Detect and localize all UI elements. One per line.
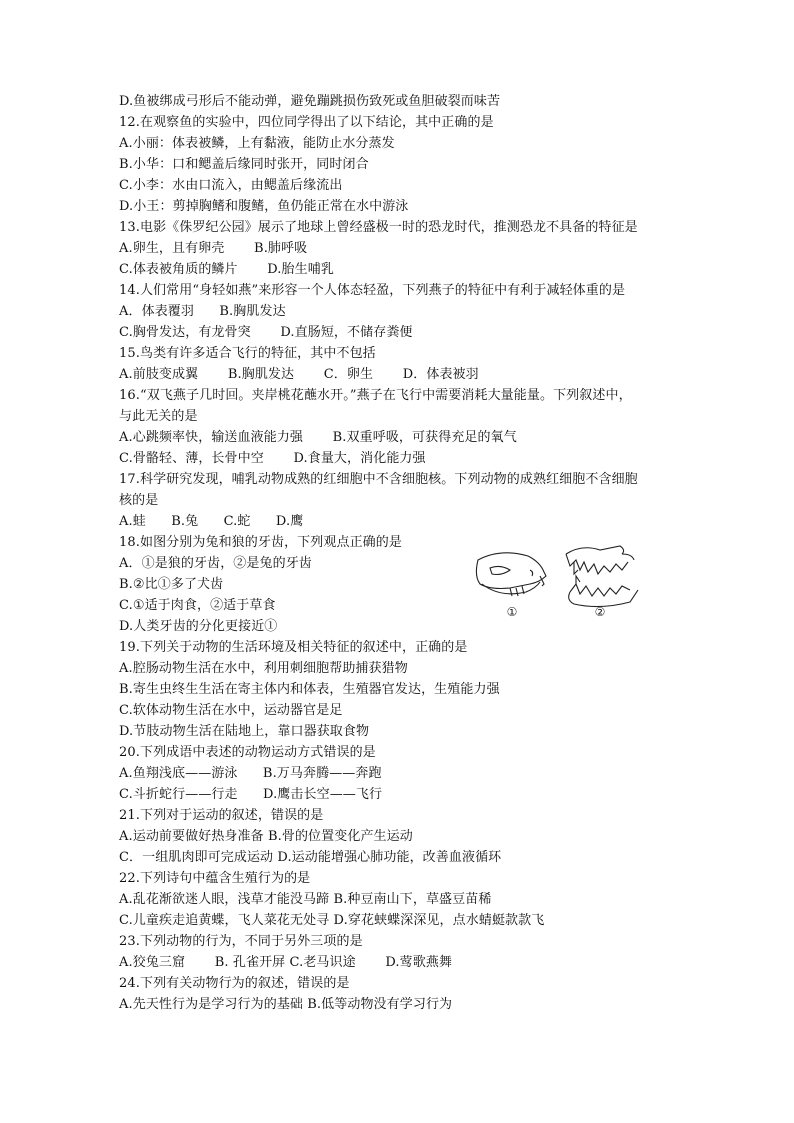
text-line: D.鱼被绑成弓形后不能动弹，避免蹦跳损伤致死或鱼胆破裂而味苦 <box>119 94 501 109</box>
option-line: A.先天性行为是学习行为的基础 B.低等动物没有学习行为 <box>119 997 453 1012</box>
question-18: 18.如图分别为兔和狼的牙齿，下列观点正确的是 <box>119 535 402 550</box>
skull-drawings <box>470 540 650 620</box>
option-line: D.小王：剪掉胸鳍和腹鳍，鱼仍能正常在水中游泳 <box>119 199 409 214</box>
question-17-cont: 核的是 <box>119 493 159 508</box>
question-16-cont: 与此无关的是 <box>119 409 198 424</box>
option-line: A．①是狼的牙齿，②是兔的牙齿 <box>119 556 312 571</box>
option-line: A.卵生，且有卵壳 B.肺呼吸 <box>119 241 308 256</box>
option-line: C.体表被角质的鳞片 D.胎生哺乳 <box>119 262 334 277</box>
option-line: B.寄生虫终生生活在寄主体内和体表，生殖器官发达，生殖能力强 <box>119 682 500 697</box>
option-line: D.人类牙齿的分化更接近① <box>119 619 278 634</box>
option-line: C.①适于肉食，②适于草食 <box>119 598 276 613</box>
question-19: 19.下列关于动物的生活环境及相关特征的叙述中，正确的是 <box>119 640 468 655</box>
label-2: ② <box>594 605 606 619</box>
option-line: A.鱼翔浅底——游泳 B.万马奔腾——奔跑 <box>119 766 382 781</box>
option-line: C．一组肌肉即可完成运动 D.运动能增强心肺功能，改善血液循环 <box>119 850 502 865</box>
option-line: C.斗折蛇行——行走 D.鹰击长空——飞行 <box>119 787 383 802</box>
option-line: C.儿童疾走追黄蝶，飞人菜花无处寻 D.穿花蛱蝶深深见，点水蜻蜓款款飞 <box>119 913 545 928</box>
question-23: 23.下列动物的行为，不同于另外三项的是 <box>119 934 363 949</box>
question-16: 16.“双飞燕子几时回。夹岸桃花蘸水开。”燕子在飞行中需要消耗大量能量。下列叙述中， <box>119 388 632 403</box>
option-line: A.乱花渐欲迷人眼，浅草才能没马蹄 B.种豆南山下，草盛豆苗稀 <box>119 892 492 907</box>
question-22: 22.下列诗句中蕴含生殖行为的是 <box>119 871 311 886</box>
question-21: 21.下列对于运动的叙述，错误的是 <box>119 808 324 823</box>
question-14: 14.人们常用“身轻如燕”来形容一个人体态轻盈，下列燕子的特征中有利于减轻体重的是 <box>119 283 626 298</box>
option-line: A.前肢变成翼 B.胸肌发达 C．卵生 D．体表被羽 <box>119 367 479 382</box>
option-line: A.腔肠动物生活在水中，利用刺细胞帮助捕获猎物 <box>119 661 408 676</box>
option-line: C.小李：水由口流入，由鳃盖后缘流出 <box>119 178 343 193</box>
question-12: 12.在观察鱼的实验中，四位同学得出了以下结论，其中正确的是 <box>119 115 494 130</box>
option-line: A.狡兔三窟 B. 孔雀开屏 C.老马识途 D.莺歌燕舞 <box>119 955 453 970</box>
question-24: 24.下列有关动物行为的叙述，错误的是 <box>119 976 350 991</box>
question-13: 13.电影《侏罗纪公园》展示了地球上曾经盛极一时的恐龙时代，推测恐龙不具备的特征是 <box>119 220 638 235</box>
option-line: C.骨骼轻、薄，长骨中空 D.食量大，消化能力强 <box>119 451 426 466</box>
skull-1 <box>476 553 546 596</box>
option-line: A.运动前要做好热身准备 B.骨的位置变化产生运动 <box>119 829 413 844</box>
option-line: C.软体动物生活在水中，运动器官是足 <box>119 703 343 718</box>
option-line: A.蛙 B.兔 C.蛇 D.鹰 <box>119 514 304 529</box>
option-line: D.节肢动物生活在陆地上，靠口器获取食物 <box>119 724 370 739</box>
skull-2 <box>566 546 638 607</box>
teeth-figure <box>470 540 650 620</box>
option-line: B.②比①多了犬齿 <box>119 577 224 592</box>
option-line: A.心跳频率快，输送血液能力强 B.双重呼吸，可获得充足的氧气 <box>119 430 517 445</box>
question-17: 17.科学研究发现，哺乳动物成熟的红细胞中不含细胞核。下列动物的成熟红细胞不含细胞 <box>119 472 638 487</box>
option-line: C.胸骨发达，有龙骨突 D.直肠短，不储存粪便 <box>119 325 413 340</box>
option-line: A.小丽：体表被鳞，上有黏液，能防止水分蒸发 <box>119 136 395 151</box>
question-15: 15.鸟类有许多适合飞行的特征，其中不包括 <box>119 346 376 361</box>
question-20: 20.下列成语中表述的动物运动方式错误的是 <box>119 745 376 760</box>
option-line: B.小华：口和鳃盖后缘同时张开，同时闭合 <box>119 157 369 172</box>
label-1: ① <box>506 605 518 619</box>
option-line: A．体表覆羽 B.胸肌发达 <box>119 304 286 319</box>
